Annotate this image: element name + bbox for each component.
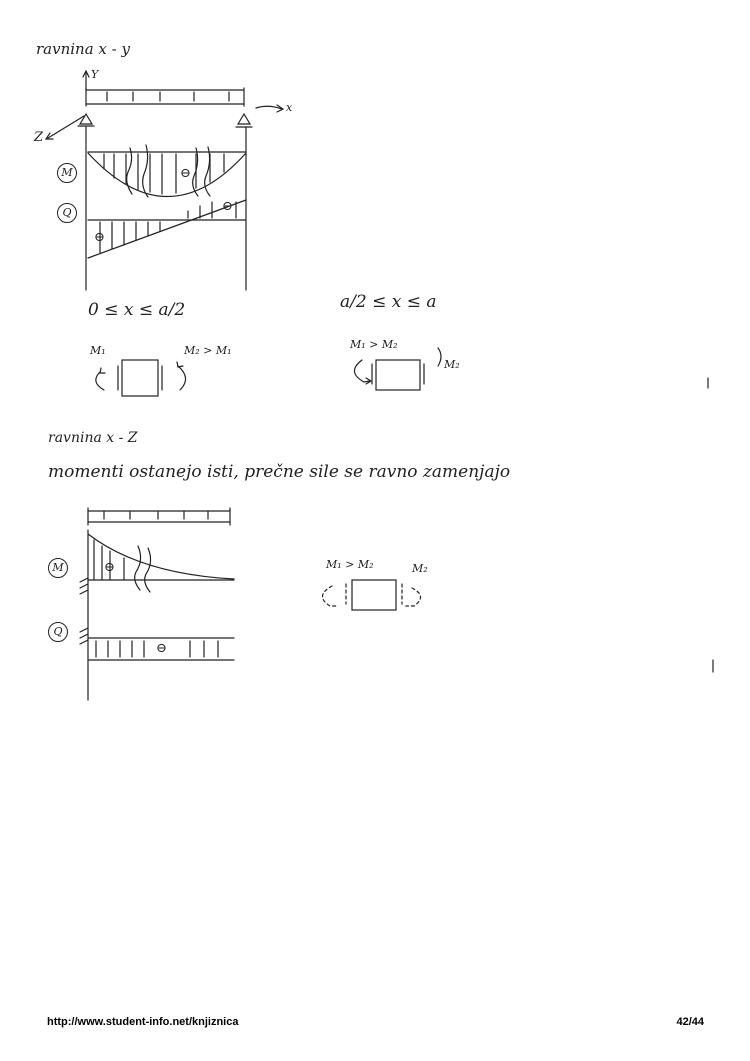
moment-sign-xy: ⊖: [180, 166, 191, 181]
m1-gt-m2-label-b: M₁ > M₂: [326, 558, 374, 571]
element-sketch-left: [96, 360, 186, 396]
m1-label: M₁: [90, 344, 106, 357]
plane-xy-title: ravnina x - y: [36, 40, 130, 58]
axis-y-label: Y: [91, 68, 99, 81]
shear-label-xy: Q: [57, 203, 77, 223]
axis-x-label: x: [286, 101, 293, 114]
moment-diagram-xy: [88, 145, 246, 197]
m2-label: M₂: [444, 358, 460, 371]
shear-sign-right: ⊖: [222, 199, 233, 214]
page-number: 42/44: [676, 1016, 704, 1028]
moment-sign-xz: ⊖: [104, 560, 115, 575]
m2-label-b: M₂: [412, 562, 428, 575]
moment-label-xz: M: [48, 558, 68, 578]
moment-label-xy: M: [57, 163, 77, 183]
plane-xz-title: ravnina x - Z: [48, 430, 138, 446]
footer-url[interactable]: http://www.student-info.net/knjiznica: [47, 1016, 239, 1028]
element-sketch-right: [354, 348, 441, 390]
element-sketch-xz: [322, 580, 420, 610]
shear-label-xz: Q: [48, 622, 68, 642]
shear-sign-xz: ⊖: [156, 641, 167, 656]
m2-gt-m1-label: M₂ > M₁: [184, 344, 232, 357]
range-right: a/2 ≤ x ≤ a: [340, 292, 437, 312]
axis-z-label: Z: [34, 130, 44, 145]
note-sentence: momenti ostanejo isti, prečne sile se ravno zamenjajo: [48, 462, 511, 482]
m1-gt-m2-label: M₁ > M₂: [350, 338, 398, 351]
beam-xy: [46, 71, 283, 290]
range-left: 0 ≤ x ≤ a/2: [88, 300, 186, 320]
shear-sign-left: ⊖: [94, 230, 105, 245]
beam-xz: [88, 508, 230, 700]
